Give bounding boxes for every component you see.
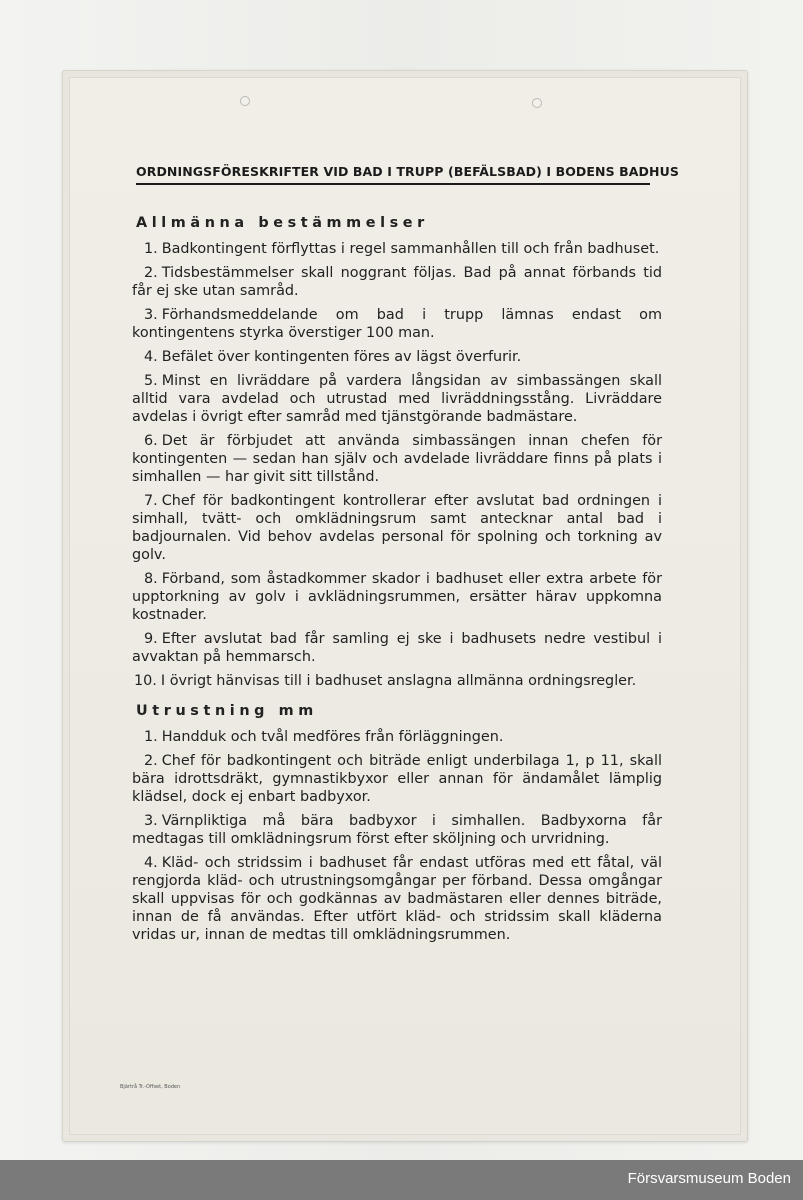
museum-footer-bar (0, 1160, 803, 1200)
list-item: 8. Förband, som åstadkommer skador i badhuset eller extra arbete för upptorkning av golv i avklädningsrummen, ersätter härav uppkomna kostnader. (132, 571, 662, 623)
notice-heading: ORDNINGSFÖRESKRIFTER VID BAD I TRUPP (BEFÄLSBAD) I BODENS BADHUS (136, 164, 650, 185)
mounting-hole-right (532, 98, 542, 108)
list-item: 6. Det är förbjudet att använda simbassängen innan chefen för kontingenten — sedan han själv och avdelade livräddare finns på plats i simhallen — har givit sitt tillstånd. (132, 433, 662, 485)
printer-imprint: Bjärtrå Tr.-Offset, Boden (120, 1084, 181, 1090)
museum-credit: Försvarsmuseum Boden (627, 1170, 791, 1187)
notice-sheet (69, 77, 741, 1135)
list-item: 9. Efter avslutat bad får samling ej ske i badhusets nedre vestibul i avvaktan på hemmarsch. (132, 631, 662, 665)
notice-content (132, 214, 662, 950)
list-item: 4. Kläd- och stridssim i badhuset får endast utföras med ett fåtal, väl rengjorda kläd- och utrustningsomgångar per förband. Dessa omgångar skall uppvisas för och godkännas av badmästaren eller dennes biträde, innan de få användas. Efter utfört kläd- och stridssim skall kläderna vridas ur, innan de medtas till omklädningsrummen. (132, 855, 662, 943)
list-item: 3. Förhandsmeddelande om bad i trupp lämnas endast om kontingentens styrka överstiger 100 man. (132, 307, 662, 341)
list-item: 2. Chef för badkontingent och biträde enligt underbilaga 1, p 11, skall bära idrottsdräkt, gymnastikbyxor eller annan för ändamålet lämplig klädsel, dock ej enbart badbyxor. (132, 753, 662, 805)
list-item: 3. Värnpliktiga må bära badbyxor i simhallen. Badbyxorna får medtagas till omklädningsrum först efter sköljning och urvridning. (132, 813, 662, 847)
section-title-general: Allmänna bestämmelser (136, 215, 429, 231)
list-item: 5. Minst en livräddare på vardera långsidan av simbassängen skall alltid vara avdelad och utrustad med livräddningsstång. Livräddare avdelas i övrigt efter samråd med tjänstgörande badmästare. (132, 373, 662, 425)
mounting-hole-left (240, 96, 250, 106)
section-title-equipment: Utrustning mm (136, 703, 318, 719)
list-item: 1. Handduk och tvål medföres från förläggningen. (144, 729, 504, 745)
list-item: 4. Befälet över kontingenten föres av lägst överfurir. (144, 349, 522, 365)
list-item: 7. Chef för badkontingent kontrollerar efter avslutat bad ordningen i simhall, tvätt- och omklädningsrum samt antecknar antal bad i badjournalen. Vid behov avdelas personal för spolning och torkning av golv. (132, 493, 662, 563)
list-item: 1. Badkontingent förflyttas i regel sammanhållen till och från badhuset. (144, 241, 660, 257)
list-item: 10. I övrigt hänvisas till i badhuset anslagna allmänna ordningsregler. (134, 673, 637, 689)
notice-board (62, 70, 748, 1142)
list-item: 2. Tidsbestämmelser skall noggrant följas. Bad på annat förbands tid får ej ske utan samråd. (132, 265, 662, 299)
